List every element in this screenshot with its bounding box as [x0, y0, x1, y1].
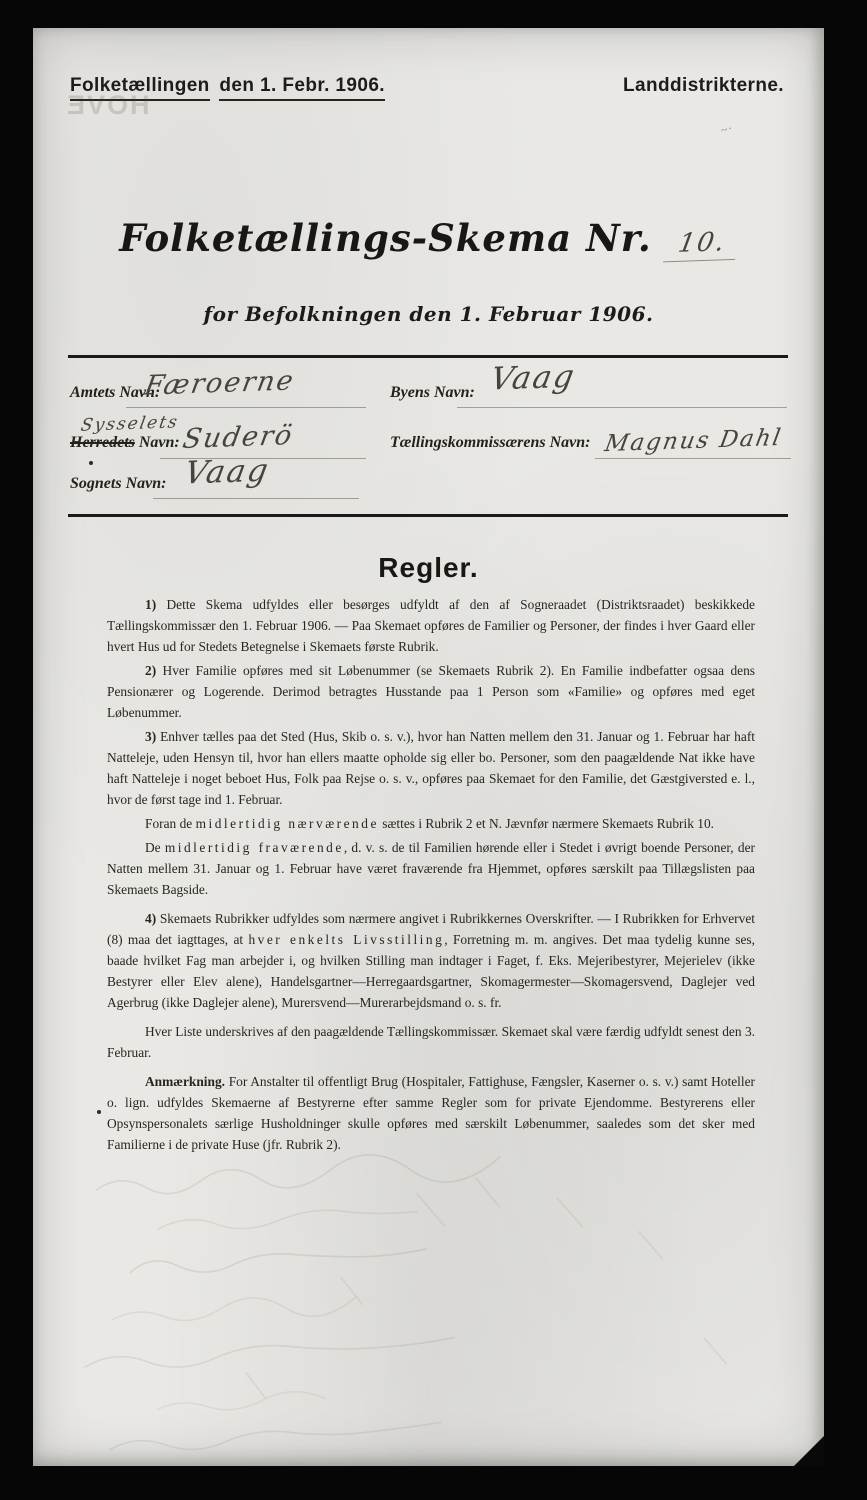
scan-blemish-mark: ~·	[719, 120, 735, 138]
town-value-line	[457, 407, 787, 408]
rule-paragraph-2	[107, 660, 755, 723]
commissioner-value-line	[595, 458, 791, 459]
rule-3b-post: , d. v. s. de til Familien hørende eller i Stedet i øvrigt boende Personer, der Natten mellem 31. Januar og 1. Februar have været fraværende fra Hjemmet, opføres særskilt paa Tillægslisten paa Skemaets Bagside.	[107, 840, 755, 897]
rule-paragraph-remark	[107, 1071, 755, 1155]
herred-label-struck: Herredets	[70, 434, 135, 451]
rule-3a-pre: Foran de	[145, 816, 196, 831]
herred-name-label	[70, 434, 180, 452]
town-value-handwritten: Vaag	[487, 358, 579, 398]
header-gap	[210, 75, 220, 96]
rule-3-number: 3)	[145, 729, 157, 744]
form-edition-header-part1: Folketællingen	[70, 75, 210, 101]
rule-paragraph-3a	[107, 813, 755, 834]
remark-label: Anmærkning.	[145, 1074, 225, 1089]
rule-3b-spaced: midlertidig fraværende	[164, 840, 344, 855]
amt-value-line	[126, 407, 366, 408]
commissioner-name-label: Tællingskommissærens Navn:	[390, 434, 591, 451]
form-subtitle: for Befolkningen den 1. Februar 1906.	[203, 302, 654, 326]
rule-paragraph-1	[107, 594, 755, 657]
commissioner-value-handwritten: Magnus Dahl	[602, 424, 785, 458]
amt-value-handwritten: Færoerne	[142, 365, 298, 402]
rules-heading: Regler.	[378, 552, 479, 583]
rule-paragraph-3b	[107, 837, 755, 900]
rule-2-number: 2)	[145, 663, 157, 678]
rule-1-number: 1)	[145, 597, 157, 612]
rule-4-pre: Skemaets Rubrikker udfyldes som nærmere angivet i Rubrikkernes Overskrifter. — I Rubrikken for Erhvervet (8) maa det iagttages, at	[107, 911, 755, 947]
rule-3a-spaced: midlertidig nærværende	[195, 816, 379, 831]
divider-rule-bottom	[68, 514, 788, 517]
rule-paragraph-signature	[107, 1021, 755, 1063]
rule-3a-post: sættes i Rubrik 2 et N. Jævnfør nærmere Skemaets Rubrik 10.	[378, 816, 714, 831]
form-title-row	[33, 216, 824, 261]
form-edition-header-part2: den 1. Febr. 1906.	[219, 75, 385, 101]
parish-name-label: Sognets Navn:	[70, 475, 167, 492]
rule-1-text: Dette Skema udfyldes eller besørges udfyldt af den af Sogneraadet (Distriktsraadet) beskikkede Tællingskommissær den 1. Februar 1906. — Paa Skemaet opføres de Familier og Personer, der findes i hver Gaard eller hvert Hus ud for Stedets Betegnelse i Skemaets første Rubrik.	[107, 597, 755, 654]
form-title: Folketællings-Skema Nr.	[119, 216, 652, 260]
rule-4-number: 4)	[145, 911, 157, 926]
rule-paragraph-4	[107, 908, 755, 1013]
census-form-sheet	[33, 28, 824, 1466]
stray-ink-dot	[97, 1110, 101, 1114]
divider-rule-top	[68, 355, 788, 358]
bleedthrough-reverse-heading: HOVE	[65, 90, 150, 120]
ink-dot-mark	[89, 461, 93, 465]
remark-text: For Anstalter til offentligt Brug (Hospitaler, Fattighuse, Fængsler, Kaserner o. s. v.) samt Hoteller o. lign. udfyldes Skemaerne af Bestyrerne efter samme Regler som for private Ejendomme. Bestyrerens eller Opsynspersonalets særlige Husholdninger skulle opføres med særskilt Løbenummer, saaledes som det sker med Familierne i de private Huse (jfr. Rubrik 2).	[107, 1074, 755, 1152]
form-number-handwritten: 10.	[663, 227, 741, 263]
rule-3-text: Enhver tælles paa det Sted (Hus, Skib o. s. v.), hvor han Natten mellem den 31. Januar og 1. Februar har haft Natteleje, uden Hensyn til, hvor han ellers maatte opholde sig eller bo. Personer, som den paagældende Nat ikke have haft Natteleje i noget beboet Hus, Folk paa Rejse o. s. v., opføres paa Skemaet for den Familie, det Gæstgiversted e. l., hvor de først tage ind 1. Februar.	[107, 729, 755, 807]
syssel-correction-handwritten: Sysselets	[79, 412, 181, 436]
rule-2-text: Hver Familie opføres med sit Løbenummer (se Skemaets Rubrik 2). En Familie indbefatter ogsaa dens Pensionærer og Logerende. Derimod betragtes Husstande paa 1 Person som «Familie» og opføres med eget Løbenummer.	[107, 663, 755, 720]
rule-signature-text: Hver Liste underskrives af den paagældende Tællingskommissær. Skemaet skal være færdig udfyldt senest den 3. Februar.	[107, 1024, 755, 1060]
rule-4-spaced: hver enkelts Livsstilling	[248, 932, 445, 947]
district-type-header: Landdistrikterne.	[623, 75, 784, 96]
bleedthrough-handwriting	[43, 1153, 813, 1473]
rule-4-post: , Forretning m. m. angives. Det maa tydelig kunne ses, baade hvilket Fag man arbejder i, og hvilken Stilling man indtager i Faget, f. Eks. Mejeribestyrer, Mejerielev (ikke Bestyrer eller Elev alene), Handelsgartner—Herregaardsgartner, Skomagermester—Skomagersvend, Daglejer ved Agerbrug (ikke Daglejer alene), Murersvend—Murerarbejdsmand o. s. fr.	[107, 932, 755, 1010]
amt-name-label: Amtets Navn:	[70, 384, 161, 401]
rule-3b-pre: De	[145, 840, 165, 855]
rule-paragraph-3	[107, 726, 755, 810]
town-name-label: Byens Navn:	[390, 384, 475, 401]
herred-label-rest: Navn:	[138, 434, 180, 451]
parish-value-handwritten: Vaag	[181, 452, 273, 492]
rules-text-block	[107, 594, 755, 1158]
parish-value-line	[153, 498, 359, 499]
herred-value-handwritten: Suderö	[180, 419, 297, 456]
